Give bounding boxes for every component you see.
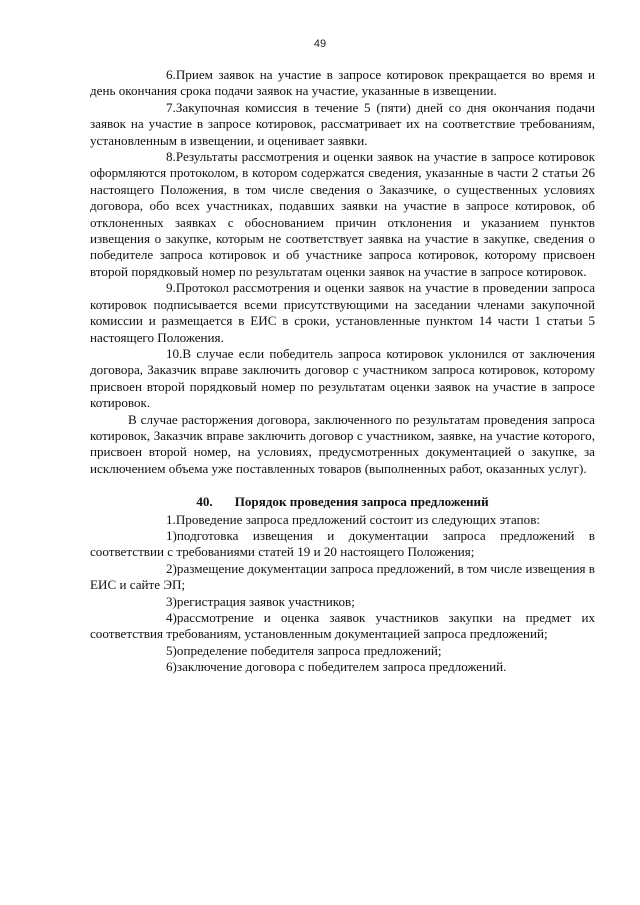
list-item-1 xyxy=(90,528,595,561)
list-item-number: 3) xyxy=(166,593,177,609)
list-item-text: определение победителя запроса предложений; xyxy=(176,642,442,658)
list-item-3 xyxy=(90,594,595,610)
paragraph-7 xyxy=(90,100,595,149)
list-item-5 xyxy=(90,643,595,659)
paragraph-number: 8. xyxy=(166,149,176,165)
section-paragraph-1 xyxy=(90,512,595,528)
paragraph-text: В случае если победитель запроса котировок уклонился от заключения договора, Заказчик вправе заключить договор с участником запроса котировок, которому присвоен второй порядковый номер по результатам оценки заявок на участие в запросе котировок. xyxy=(90,345,595,411)
list-item-number: 2) xyxy=(166,560,177,576)
paragraph-number: 9. xyxy=(166,280,176,296)
paragraph-10-continuation xyxy=(90,412,595,478)
paragraph-number: 10. xyxy=(166,345,183,361)
paragraph-9 xyxy=(90,280,595,346)
list-item-number: 4) xyxy=(166,610,177,625)
list-item-text: размещение документации запроса предложений, в том числе извещения в ЕИС и сайте ЭП; xyxy=(90,560,595,593)
section-number: 40. xyxy=(196,494,213,510)
paragraph-10 xyxy=(90,346,595,412)
list-item-text: регистрация заявок участников; xyxy=(176,593,355,609)
paragraph-text: Протокол рассмотрения и оценки заявок на участие в проведении запроса котировок подписывается всеми присутствующими на заседании членами закупочной комиссии и размещается в ЕИС в сроки, установленные пунктом 14 части 1 статьи 5 настоящего Положения. xyxy=(90,280,595,345)
paragraph-number: 7. xyxy=(166,99,176,115)
list-item-number: 5) xyxy=(166,642,177,658)
paragraph-number: 1. xyxy=(166,511,176,527)
list-item-2 xyxy=(90,561,595,594)
paragraph-text: Закупочная комиссия в течение 5 (пяти) дней со дня окончания подачи заявок на участие в запросе котировок, рассматривает их на соответствие требованиям, установленным в извещении, и оценивает заявки. xyxy=(90,99,595,148)
list-item-text: рассмотрение и оценка заявок участников закупки на предмет их соответствия требованиям, установленным документацией запроса предложений; xyxy=(90,610,595,642)
list-item-4 xyxy=(90,610,595,643)
page-number: 49 xyxy=(313,38,327,50)
section-title: Порядок проведения запроса предложений xyxy=(234,494,489,510)
list-item-number: 6) xyxy=(166,659,177,675)
list-item-6 xyxy=(90,659,595,675)
paragraph-text: В случае расторжения договора, заключенного по результатам проведения запроса котировок, Заказчик вправе заключить договор с участником, заявке, на участие которого, присвоен второй номер, на условиях, предусмотренных документацией о закупке, за исключением объема уже поставленных товаров (выполненных работ, оказанных услуг). xyxy=(90,411,595,476)
section-heading xyxy=(90,494,595,510)
list-item-text: заключение договора с победителем запроса предложений. xyxy=(176,659,507,675)
list-item-text: подготовка извещения и документации запроса предложений в соответствии с требованиями статей 19 и 20 настоящего Положения; xyxy=(90,527,595,560)
paragraph-text: Проведение запроса предложений состоит из следующих этапов: xyxy=(175,511,541,527)
paragraph-number: 6. xyxy=(166,67,176,82)
paragraph-6 xyxy=(90,67,595,100)
paragraph-text: Результаты рассмотрения и оценки заявок на участие в запросе котировок оформляются протоколом, в котором содержатся сведения, указанные в части 2 статьи 26 настоящего Положения, в том числе сведения о Заказчике, о существенных условиях договора, обо всех участниках, подавших заявки на участие в запросе котировок, об отклоненных заявках с обоснованием причин отклонения и указанием пунктов извещения о закупке, которым не соответствует заявка на участие в закупке, сведения о победителе запроса котировок и об участнике запроса котировок, которому присвоен второй порядковый номер по результатам оценки заявок на участие в запросе котировок. xyxy=(90,149,595,279)
paragraph-8 xyxy=(90,149,595,280)
paragraph-text: Прием заявок на участие в запросе котировок прекращается во время и день окончания срока подачи заявок на участие, указанные в извещении. xyxy=(90,67,595,99)
document-body xyxy=(90,67,595,676)
list-item-number: 1) xyxy=(166,527,177,543)
